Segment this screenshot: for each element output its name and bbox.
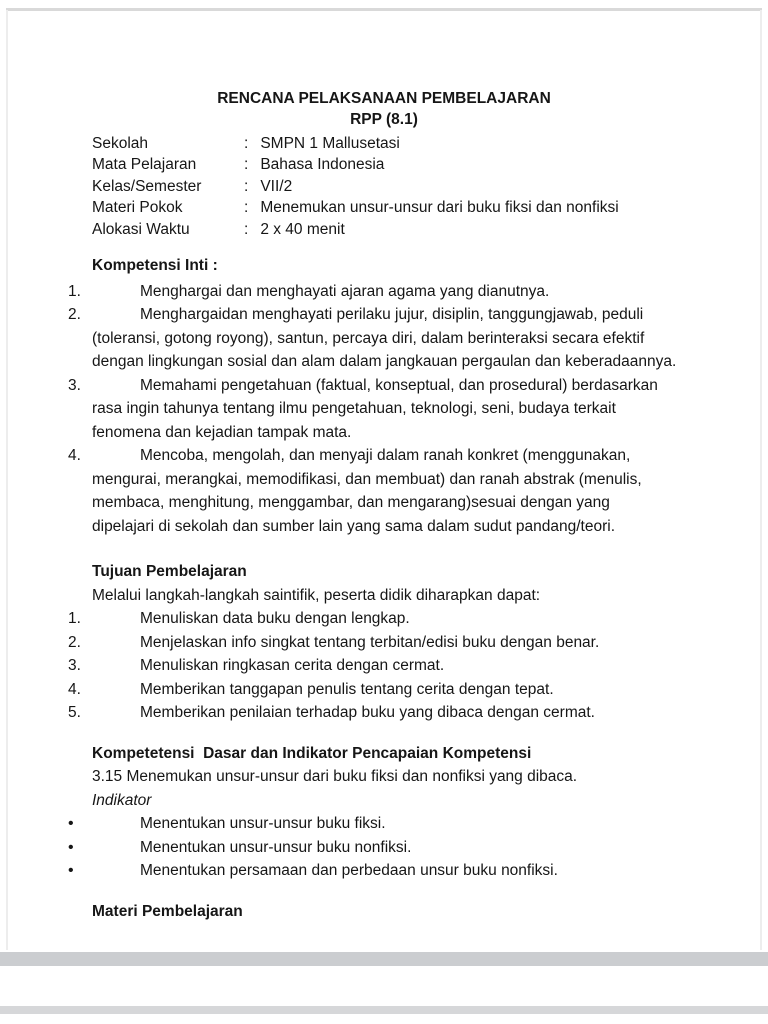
list-line: membaca, menghitung, menggambar, dan mengarang)sesuai dengan yang	[92, 494, 610, 512]
bullet-icon: •	[68, 838, 74, 856]
meta-value: VII/2	[260, 177, 293, 195]
list-line: Menuliskan data buku dengan lengkap.	[140, 610, 410, 628]
list-line: fenomena dan kejadian tampak mata.	[92, 423, 352, 441]
meta-label: Sekolah	[92, 135, 149, 152]
list-line: Menjelaskan info singkat tentang terbitan/edisi buku dengan benar.	[140, 633, 600, 651]
meta-separator: :	[244, 156, 249, 174]
list-line: Menentukan unsur-unsur buku nonfiksi.	[140, 838, 412, 856]
list-line: Memberikan penilaian terhadap buku yang dibaca dengan cermat.	[140, 704, 595, 722]
list-number: 4.	[68, 680, 81, 698]
list-number: 3.	[68, 657, 81, 675]
bullet-item	[68, 812, 768, 836]
heading-materi-pembelajaran: Materi Pembelajaran	[92, 902, 243, 920]
list-number: 2.	[68, 306, 81, 324]
meta-value: Bahasa Indonesia	[260, 156, 385, 174]
list-number: 1.	[68, 610, 81, 628]
bullet-icon: •	[68, 862, 74, 880]
heading-kompetensi-dasar: Kompetetensi Dasar dan Indikator Pencapaian Kompetensi	[92, 744, 532, 762]
bullet-icon: •	[68, 815, 74, 833]
meta-label: Mata Pelajaran	[92, 156, 197, 174]
bullet-item	[68, 859, 768, 883]
list-item	[68, 607, 768, 631]
page-separator-band	[0, 952, 768, 966]
list-line: mengurai, merangkai, memodifikasi, dan membuat) dan ranah abstrak (menulis,	[92, 470, 642, 488]
heading-kompetensi-inti: Kompetensi Inti :	[92, 257, 218, 275]
next-page-top-edge	[0, 1006, 768, 1014]
list-item	[68, 374, 768, 445]
list-line: Mencoba, mengolah, dan menyaji dalam ranah konkret (menggunakan,	[140, 447, 631, 465]
list-line: rasa ingin tahunya tentang ilmu pengetahuan, teknologi, seni, budaya terkait	[92, 400, 616, 418]
list-number: 4.	[68, 447, 81, 465]
list-item	[68, 303, 768, 374]
list-number: 5.	[68, 704, 81, 722]
meta-row	[92, 133, 768, 154]
document-subtitle: RPP (8.1)	[350, 111, 418, 128]
list-line: Memberikan tanggapan penulis tentang cerita dengan tepat.	[140, 680, 554, 698]
meta-label: Kelas/Semester	[92, 177, 202, 195]
meta-row	[92, 197, 768, 218]
bullet-item	[68, 836, 768, 860]
list-item	[68, 631, 768, 655]
list-line: Menuliskan ringkasan cerita dengan cermat.	[140, 657, 445, 675]
indikator-list	[0, 812, 768, 883]
tujuan-intro: Melalui langkah-langkah saintifik, peserta didik diharapkan dapat:	[92, 586, 541, 604]
list-item	[68, 701, 768, 725]
list-line: (toleransi, gotong royong), santun, percaya diri, dalam berinteraksi secara efektif	[92, 329, 645, 347]
list-line: Menentukan persamaan dan perbedaan unsur buku nonfiksi.	[140, 862, 558, 880]
title-block	[0, 88, 768, 130]
meta-label: Alokasi Waktu	[92, 220, 190, 238]
kompetensi-inti-list	[0, 280, 768, 539]
meta-block	[0, 133, 768, 240]
meta-separator: :	[244, 220, 249, 238]
tujuan-list	[0, 607, 768, 725]
list-item	[68, 678, 768, 702]
meta-separator: :	[244, 135, 249, 152]
meta-value: 2 x 40 menit	[260, 220, 345, 238]
meta-separator: :	[244, 199, 249, 217]
list-item	[68, 280, 768, 304]
list-number: 2.	[68, 633, 81, 651]
document-title: RENCANA PELAKSANAAN PEMBELAJARAN	[217, 90, 551, 107]
list-line: Menghargaidan menghayati perilaku jujur, disiplin, tanggungjawab, peduli	[140, 306, 644, 324]
list-line: dengan lingkungan sosial dan alam dalam jangkauan pergaulan dan keberadaannya.	[92, 353, 677, 371]
kd-line: 3.15 Menemukan unsur-unsur dari buku fiksi dan nonfiksi yang dibaca.	[92, 768, 578, 786]
list-number: 1.	[68, 282, 81, 300]
list-line: Menentukan unsur-unsur buku fiksi.	[140, 815, 386, 833]
list-item	[68, 444, 768, 538]
meta-value: SMPN 1 Mallusetasi	[260, 135, 400, 152]
meta-separator: :	[244, 177, 249, 195]
list-line: Menghargai dan menghayati ajaran agama yang dianutnya.	[140, 282, 550, 300]
list-line: Memahami pengetahuan (faktual, konseptual, dan prosedural) berdasarkan	[140, 376, 658, 394]
meta-row	[92, 176, 768, 197]
indikator-label: Indikator	[92, 791, 152, 809]
heading-tujuan-pembelajaran: Tujuan Pembelajaran	[92, 563, 247, 581]
meta-row	[92, 219, 768, 240]
list-number: 3.	[68, 376, 81, 394]
list-item	[68, 654, 768, 678]
meta-label: Materi Pokok	[92, 199, 183, 217]
meta-value: Menemukan unsur-unsur dari buku fiksi dan nonfiksi	[260, 199, 619, 217]
list-line: dipelajari di sekolah dan sumber lain yang sama dalam sudut pandang/teori.	[92, 517, 616, 535]
meta-row	[92, 154, 768, 175]
